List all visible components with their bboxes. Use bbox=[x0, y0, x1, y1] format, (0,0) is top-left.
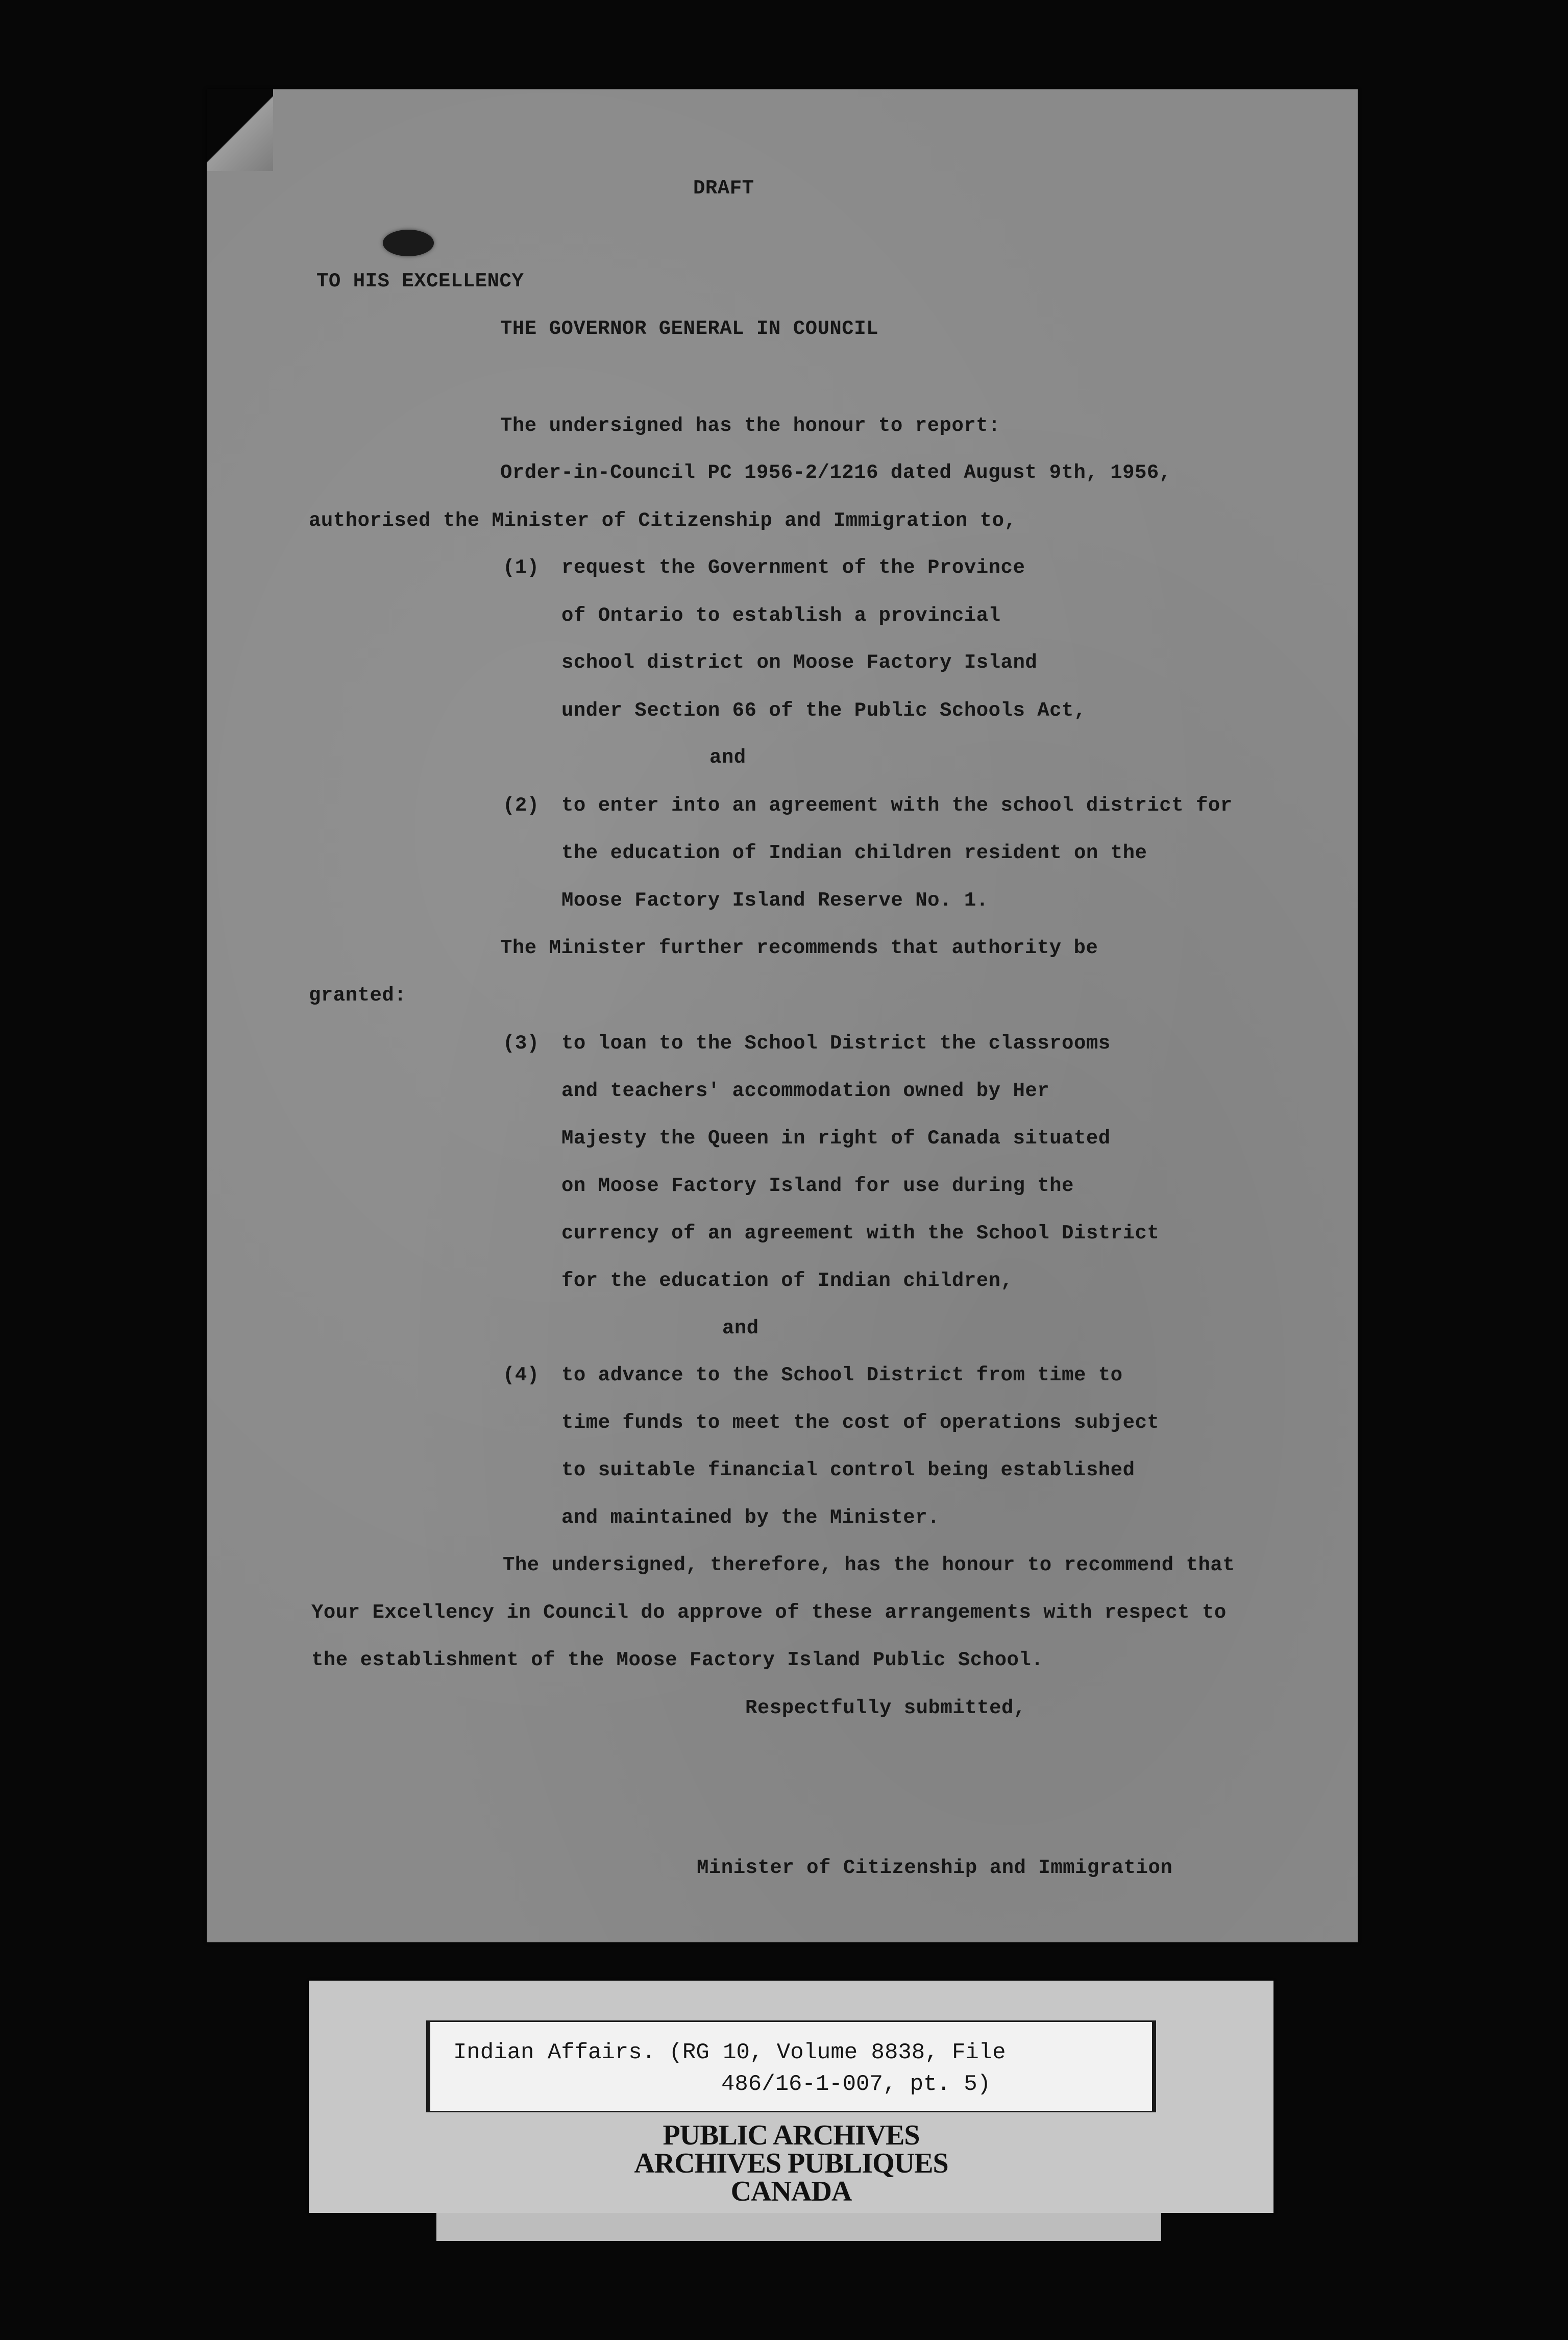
body-line: request the Government of the Province bbox=[561, 556, 1025, 579]
conjunction-and: and bbox=[709, 746, 746, 769]
body-line: school district on Moose Factory Island bbox=[561, 651, 1038, 674]
body-line: Moose Factory Island Reserve No. 1. bbox=[561, 889, 989, 912]
item-number: (3) bbox=[503, 1032, 540, 1055]
reference-line-1: Indian Affairs. (RG 10, Volume 8838, File bbox=[453, 2040, 1006, 2065]
closing-phrase: Respectfully submitted, bbox=[745, 1697, 1026, 1719]
body-line: on Moose Factory Island for use during the bbox=[561, 1175, 1074, 1197]
body-line: to enter into an agreement with the school district for bbox=[561, 794, 1233, 817]
body-line: The undersigned, therefore, has the honour to recommend that bbox=[503, 1554, 1235, 1576]
body-line: to advance to the School District from time to bbox=[561, 1364, 1123, 1386]
conjunction-and: and bbox=[722, 1317, 759, 1339]
reference-line-2: 486/16-1-007, pt. 5) bbox=[721, 2071, 991, 2097]
reference-label bbox=[426, 2020, 1156, 2112]
body-line: currency of an agreement with the School District bbox=[561, 1222, 1160, 1245]
archive-card-strip bbox=[436, 2213, 1161, 2241]
item-number: (2) bbox=[503, 794, 540, 817]
addressee-line-2: THE GOVERNOR GENERAL IN COUNCIL bbox=[500, 318, 879, 340]
body-line: Majesty the Queen in right of Canada situated bbox=[561, 1127, 1111, 1150]
body-line: and maintained by the Minister. bbox=[561, 1506, 940, 1529]
body-line: The Minister further recommends that authority be bbox=[500, 937, 1098, 959]
draft-header: DRAFT bbox=[693, 177, 754, 200]
body-line: the education of Indian children resident on the bbox=[561, 842, 1147, 864]
body-line: authorised the Minister of Citizenship and Immigration to, bbox=[309, 509, 1017, 532]
item-number: (4) bbox=[503, 1364, 540, 1386]
folded-corner bbox=[207, 89, 273, 171]
signature-line: Minister of Citizenship and Immigration bbox=[697, 1857, 1173, 1879]
document-page bbox=[207, 89, 1358, 1942]
body-line: for the education of Indian children, bbox=[561, 1270, 1013, 1292]
body-line: to suitable financial control being established bbox=[561, 1459, 1135, 1481]
body-line: Order-in-Council PC 1956-2/1216 dated August 9th, 1956, bbox=[500, 461, 1171, 484]
body-line: the establishment of the Moose Factory Island Public School. bbox=[311, 1649, 1044, 1671]
addressee-line-1: TO HIS EXCELLENCY bbox=[316, 270, 524, 292]
archive-stamp-line-3: CANADA bbox=[730, 2176, 852, 2207]
body-line: of Ontario to establish a provincial bbox=[561, 604, 1001, 627]
body-line: The undersigned has the honour to report: bbox=[500, 415, 1001, 437]
archive-stamp-line-1: PUBLIC ARCHIVES bbox=[663, 2119, 920, 2151]
archive-stamp-line-2: ARCHIVES PUBLIQUES bbox=[634, 2148, 948, 2179]
body-line: Your Excellency in Council do approve of these arrangements with respect to bbox=[311, 1601, 1227, 1624]
item-number: (1) bbox=[503, 556, 540, 579]
body-line: and teachers' accommodation owned by Her bbox=[561, 1080, 1050, 1102]
body-line: granted: bbox=[309, 984, 407, 1007]
punch-hole bbox=[383, 230, 434, 256]
body-line: time funds to meet the cost of operations subject bbox=[561, 1411, 1160, 1434]
body-line: to loan to the School District the classrooms bbox=[561, 1032, 1111, 1055]
body-line: under Section 66 of the Public Schools Act, bbox=[561, 699, 1086, 722]
